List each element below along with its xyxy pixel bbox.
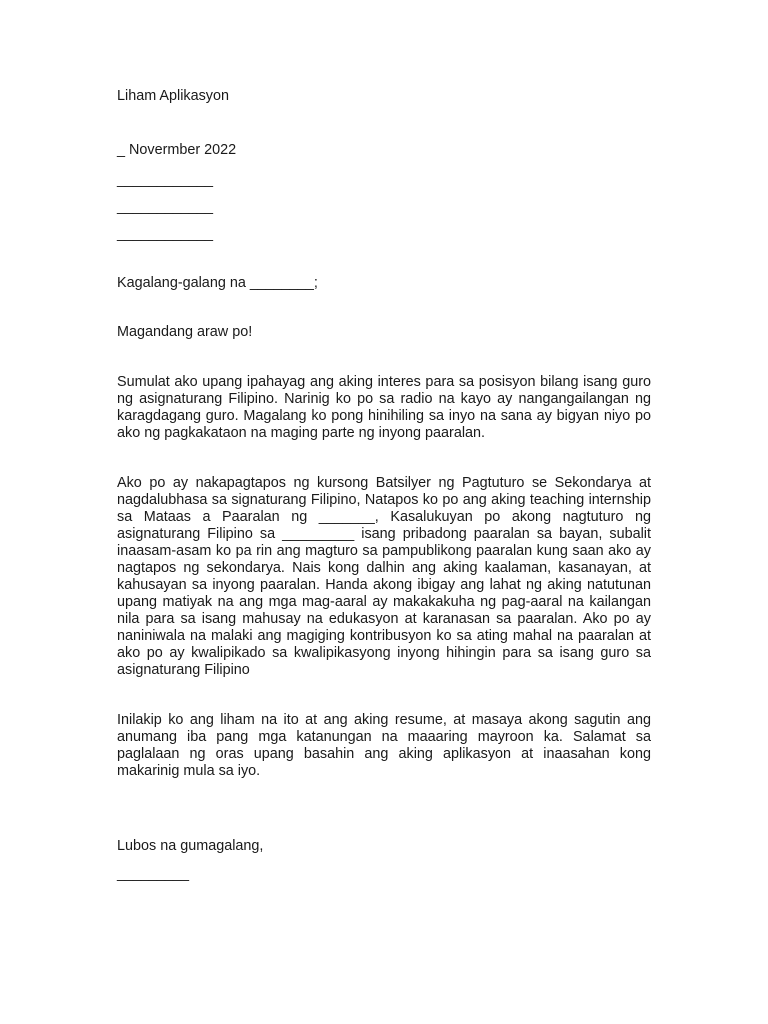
body-paragraph: Sumulat ako upang ipahayag ang aking interes para sa posisyon bilang isang guro ng asignaturang Filipino. Narinig ko po sa radio na kayo ay nangangailangan ng karagdagang guro. Magalang ko pong hinihiling sa inyo na sana ay bigyan niyo po ako ng pagkakataon na maging parte ng inyong paaralan. bbox=[117, 374, 651, 441]
address-line: ____________ bbox=[117, 226, 214, 242]
greeting: Magandang araw po! bbox=[117, 324, 253, 340]
salutation: Kagalang-galang na ________; bbox=[117, 275, 318, 291]
address-line: ____________ bbox=[117, 172, 214, 188]
closing: Lubos na gumagalang, bbox=[117, 838, 264, 854]
signature-line: _________ bbox=[117, 866, 190, 882]
body-paragraph: Ako po ay nakapagtapos ng kursong Batsilyer ng Pagtuturo se Sekondarya at nagdalubhasa sa signaturang Filipino, Natapos ko po ang aking teaching internship sa Mataas a Paaralan ng _______, Kasalukuyan po akong nagtuturo ng asignaturang Filipino sa _________ isang pribadong paaralan sa bayan, subalit inaasam-asam ko pa rin ang magturo sa pampublikong paaralan kung saan ako ay nagtapos ng sekondarya. Nais kong dalhin ang aking kaalaman, kasanayan, at kahusayan sa inyong paaralan. Handa akong ibigay ang lahat ng aking natutunan upang matiyak na ang mga mag-aaral ay makakakuha ng pag-aaral na kailangan nila para sa isang mahusay na edukasyon at karanasan sa paaralan. Ako po ay naniniwala na malaki ang magiging kontribusyon ko sa ating mahal na paaralan at ako po ay kwalipikado sa kwalipikasyong inyong hihingin para sa isang guro sa asignaturang Filipino bbox=[117, 475, 651, 678]
address-line: ____________ bbox=[117, 199, 214, 215]
letter-date: _ Novermber 2022 bbox=[117, 142, 237, 158]
body-paragraph: Inilakip ko ang liham na ito at ang aking resume, at masaya akong sagutin ang anumang iba pang mga katanungan na maaaring mayroon ka. Salamat sa paglalaan ng oras upang basahin ang aking aplikasyon at inaasahan kong makarinig mula sa iyo. bbox=[117, 712, 651, 779]
letter-title: Liham Aplikasyon bbox=[117, 88, 229, 104]
